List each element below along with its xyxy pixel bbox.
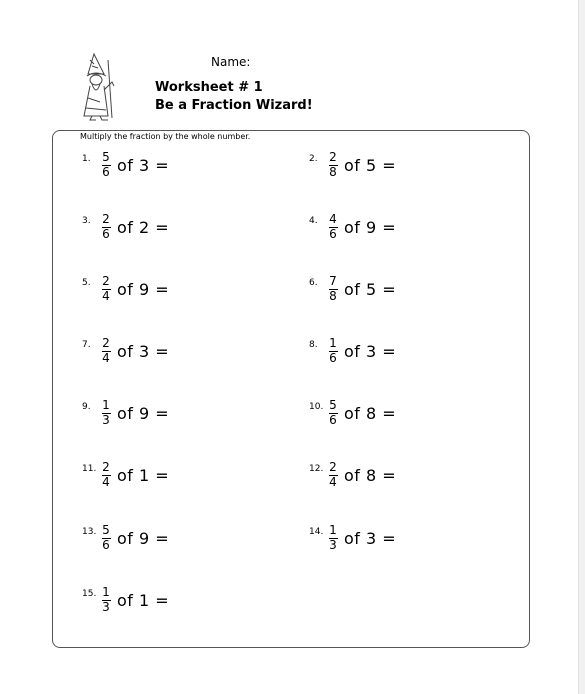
worksheet-subtitle: Be a Fraction Wizard!: [155, 98, 313, 113]
problem-number: 12.: [309, 464, 324, 474]
problem-number: 3.: [82, 216, 91, 226]
denominator: 6: [102, 165, 110, 179]
problem-number: 14.: [309, 527, 324, 537]
expression: of 3 =: [117, 156, 170, 175]
expression: of 2 =: [117, 218, 170, 237]
denominator: 3: [102, 600, 110, 614]
fraction: [328, 275, 338, 303]
fraction: [328, 524, 338, 552]
denominator: 6: [329, 413, 337, 427]
denominator: 4: [102, 351, 110, 365]
denominator: 3: [102, 413, 110, 427]
expression: of 3 =: [344, 529, 397, 548]
fraction: [101, 524, 111, 552]
expression: of 1 =: [117, 591, 170, 610]
denominator: 3: [329, 538, 337, 552]
problem-number: 11.: [82, 464, 97, 474]
expression: of 3 =: [344, 342, 397, 361]
denominator: 8: [329, 289, 337, 303]
numerator: 1: [329, 523, 337, 537]
expression: of 9 =: [117, 529, 170, 548]
fraction: [101, 399, 111, 427]
fraction: [101, 461, 111, 489]
numerator: 2: [329, 150, 337, 164]
expression: of 8 =: [344, 404, 397, 423]
numerator: 1: [102, 585, 110, 599]
name-label: Name:: [211, 55, 251, 69]
denominator: 4: [329, 475, 337, 489]
fraction: [328, 337, 338, 365]
numerator: 2: [329, 460, 337, 474]
numerator: 2: [102, 212, 110, 226]
fraction: [328, 399, 338, 427]
numerator: 5: [329, 398, 337, 412]
fraction: [328, 213, 338, 241]
numerator: 7: [329, 274, 337, 288]
numerator: 1: [329, 336, 337, 350]
numerator: 2: [102, 274, 110, 288]
problem-number: 6.: [309, 278, 318, 288]
problem-number: 5.: [82, 278, 91, 288]
problem-number: 15.: [82, 589, 97, 599]
numerator: 5: [102, 523, 110, 537]
expression: of 1 =: [117, 466, 170, 485]
denominator: 6: [102, 538, 110, 552]
fraction: [328, 461, 338, 489]
fraction: [101, 213, 111, 241]
denominator: 6: [329, 351, 337, 365]
problem-number: 4.: [309, 216, 318, 226]
expression: of 9 =: [117, 280, 170, 299]
wizard-illustration: [78, 52, 120, 122]
numerator: 5: [102, 150, 110, 164]
denominator: 6: [329, 227, 337, 241]
fraction: [101, 151, 111, 179]
problem-number: 9.: [82, 402, 91, 412]
worksheet-title: Worksheet # 1: [155, 80, 263, 95]
expression: of 3 =: [117, 342, 170, 361]
problem-number: 10.: [309, 402, 324, 412]
denominator: 8: [329, 165, 337, 179]
instructions: Multiply the fraction by the whole number.: [80, 132, 251, 141]
problem-number: 1.: [82, 154, 91, 164]
numerator: 4: [329, 212, 337, 226]
problems-box: [52, 130, 530, 648]
page-edge: [578, 0, 585, 694]
expression: of 8 =: [344, 466, 397, 485]
expression: of 9 =: [117, 404, 170, 423]
expression: of 5 =: [344, 280, 397, 299]
numerator: 2: [102, 460, 110, 474]
fraction: [101, 337, 111, 365]
problem-number: 13.: [82, 527, 97, 537]
problem-number: 8.: [309, 340, 318, 350]
denominator: 4: [102, 475, 110, 489]
problem-number: 7.: [82, 340, 91, 350]
fraction: [101, 275, 111, 303]
denominator: 6: [102, 227, 110, 241]
fraction: [101, 586, 111, 614]
denominator: 4: [102, 289, 110, 303]
problem-number: 2.: [309, 154, 318, 164]
expression: of 5 =: [344, 156, 397, 175]
numerator: 2: [102, 336, 110, 350]
fraction: [328, 151, 338, 179]
numerator: 1: [102, 398, 110, 412]
expression: of 9 =: [344, 218, 397, 237]
